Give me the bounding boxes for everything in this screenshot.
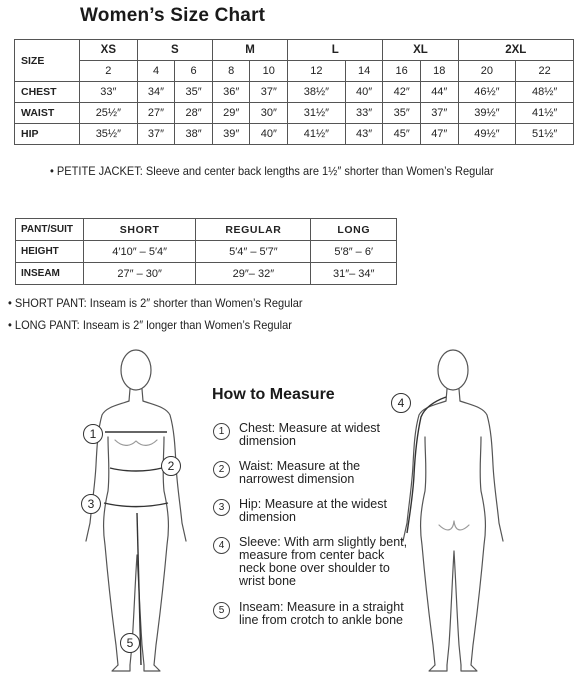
table-cell: 33″ [345, 103, 383, 124]
table-cell: 29″ [212, 103, 250, 124]
table-cell: 30″ [250, 103, 288, 124]
size-group-m: M [212, 40, 287, 61]
table-cell: 49½″ [458, 124, 516, 145]
size-number: 8 [212, 61, 250, 82]
table-cell: 25½″ [80, 103, 138, 124]
table-cell: 29″– 32″ [196, 263, 311, 285]
table-cell: 45″ [383, 124, 421, 145]
callout-2-icon: 2 [161, 456, 181, 476]
how-to-measure-title: How to Measure [212, 386, 335, 403]
step-text: Inseam: Measure in a straight line from crotch to ankle bone [239, 600, 404, 627]
table-cell: 33″ [80, 82, 138, 103]
table-cell: 48½″ [516, 82, 574, 103]
size-number: 18 [420, 61, 458, 82]
step-number-icon: 4 [213, 537, 230, 554]
table-cell: 38½″ [288, 82, 346, 103]
measure-step-inseam [213, 601, 413, 627]
size-chart-table [14, 39, 574, 145]
table-cell: 41½″ [288, 124, 346, 145]
petite-jacket-note: • PETITE JACKET: Sleeve and center back lengths are 1½″ shorter than Women’s Regular [50, 164, 494, 178]
table-cell: 41½″ [516, 103, 574, 124]
measure-step-waist [213, 460, 413, 486]
size-group-row [15, 40, 574, 61]
pant-suit-header: PANT/SUIT [16, 219, 84, 241]
size-number: 20 [458, 61, 516, 82]
size-group-l: L [288, 40, 383, 61]
size-number: 16 [383, 61, 421, 82]
row-label: CHEST [15, 82, 80, 103]
table-cell: 40″ [250, 124, 288, 145]
step-text: Hip: Measure at the widest dimension [239, 497, 387, 524]
chest-row [15, 82, 574, 103]
size-number: 12 [288, 61, 346, 82]
row-label: INSEAM [16, 263, 84, 285]
long-pant-note: • LONG PANT: Inseam is 2″ longer than Women’s Regular [8, 318, 292, 332]
table-cell: 37″ [420, 103, 458, 124]
column-long: LONG [311, 219, 397, 241]
size-number: 22 [516, 61, 574, 82]
callout-3-icon: 3 [81, 494, 101, 514]
table-cell: 35″ [383, 103, 421, 124]
page-title: Women’s Size Chart [80, 5, 266, 26]
table-cell: 5′4″ – 5′7″ [196, 241, 311, 263]
step-number-icon: 5 [213, 602, 230, 619]
height-row [16, 241, 397, 263]
row-label: WAIST [15, 103, 80, 124]
step-text: Waist: Measure at the narrowest dimension [239, 459, 361, 486]
table-cell: 44″ [420, 82, 458, 103]
callout-1-icon: 1 [83, 424, 103, 444]
measure-step-hip [213, 498, 413, 524]
table-cell: 42″ [383, 82, 421, 103]
step-number-icon: 1 [213, 423, 230, 440]
size-number: 6 [175, 61, 213, 82]
column-short: SHORT [84, 219, 196, 241]
size-group-xs: XS [80, 40, 138, 61]
size-number: 14 [345, 61, 383, 82]
table-cell: 37″ [137, 124, 175, 145]
size-group-s: S [137, 40, 212, 61]
size-number-row [15, 61, 574, 82]
table-cell: 39″ [212, 124, 250, 145]
step-text: Chest: Measure at widest dimension [239, 421, 381, 448]
table-cell: 34″ [137, 82, 175, 103]
table-cell: 43″ [345, 124, 383, 145]
size-number: 10 [250, 61, 288, 82]
table-cell: 39½″ [458, 103, 516, 124]
table-cell: 31½″ [288, 103, 346, 124]
column-regular: REGULAR [196, 219, 311, 241]
table-cell: 5′8″ – 6′ [311, 241, 397, 263]
row-label: HIP [15, 124, 80, 145]
inseam-row [16, 263, 397, 285]
size-group-xl: XL [383, 40, 458, 61]
table-cell: 35″ [175, 82, 213, 103]
waist-row [15, 103, 574, 124]
table-cell: 36″ [212, 82, 250, 103]
table-cell: 47″ [420, 124, 458, 145]
hip-row [15, 124, 574, 145]
table-cell: 27″ [137, 103, 175, 124]
callout-5-icon: 5 [120, 633, 140, 653]
measure-step-sleeve [213, 536, 413, 588]
front-body-figure [60, 345, 210, 680]
table-cell: 37″ [250, 82, 288, 103]
table-cell: 35½″ [80, 124, 138, 145]
callout-4-icon: 4 [391, 393, 411, 413]
table-cell: 40″ [345, 82, 383, 103]
size-number: 2 [80, 61, 138, 82]
table-cell: 28″ [175, 103, 213, 124]
table-cell: 51½″ [516, 124, 574, 145]
pant-suit-table [15, 218, 397, 285]
step-text: Sleeve: With arm slightly bent, measure from center back neck bone over shoulder to wrist bone [239, 535, 408, 588]
step-number-icon: 2 [213, 461, 230, 478]
table-cell: 4′10″ – 5′4″ [84, 241, 196, 263]
measure-step-chest [213, 422, 413, 448]
size-header: SIZE [15, 40, 80, 82]
table-cell: 27″ – 30″ [84, 263, 196, 285]
row-label: HEIGHT [16, 241, 84, 263]
pant-header-row [16, 219, 397, 241]
size-number: 4 [137, 61, 175, 82]
short-pant-note: • SHORT PANT: Inseam is 2″ shorter than Women’s Regular [8, 296, 303, 310]
table-cell: 46½″ [458, 82, 516, 103]
table-cell: 31″– 34″ [311, 263, 397, 285]
step-number-icon: 3 [213, 499, 230, 516]
size-group-2xl: 2XL [458, 40, 573, 61]
table-cell: 38″ [175, 124, 213, 145]
